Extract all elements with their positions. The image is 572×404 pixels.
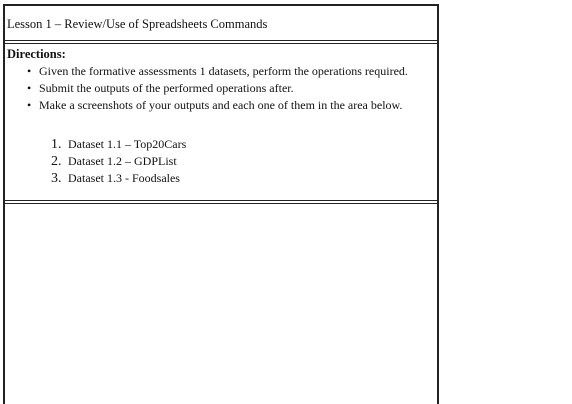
bullet-text: Given the formative assessments 1 datasets, perform the operations required. <box>39 64 408 78</box>
row-divider <box>5 200 437 201</box>
title-row <box>5 6 437 41</box>
dataset-label: Dataset 1.2 – GDPList <box>68 154 177 168</box>
dataset-list <box>51 136 186 187</box>
dataset-label: Dataset 1.3 - Foodsales <box>68 171 180 185</box>
directions-heading: Directions: <box>7 47 66 61</box>
lesson-title: Lesson 1 – Review/Use of Spreadsheets Commands <box>7 17 268 31</box>
bullet-text: Submit the outputs of the performed operations after. <box>39 81 294 95</box>
list-item <box>27 80 437 97</box>
directions-list <box>27 63 437 114</box>
document-table <box>3 4 439 404</box>
list-item <box>27 97 437 114</box>
list-item <box>51 170 186 187</box>
bullet-icon: • <box>27 81 32 95</box>
list-item <box>51 136 186 153</box>
dataset-label: Dataset 1.1 – Top20Cars <box>68 137 187 151</box>
screenshot-area <box>5 204 437 404</box>
directions-section <box>5 44 437 201</box>
bullet-icon: • <box>27 64 32 78</box>
dataset-number: 2. <box>51 154 62 169</box>
dataset-number: 1. <box>51 137 62 152</box>
bullet-text: Make a screenshots of your outputs and each one of them in the area below. <box>39 98 403 112</box>
bullet-icon: • <box>27 98 32 112</box>
list-item <box>27 63 437 80</box>
dataset-number: 3. <box>51 171 62 186</box>
list-item <box>51 153 186 170</box>
